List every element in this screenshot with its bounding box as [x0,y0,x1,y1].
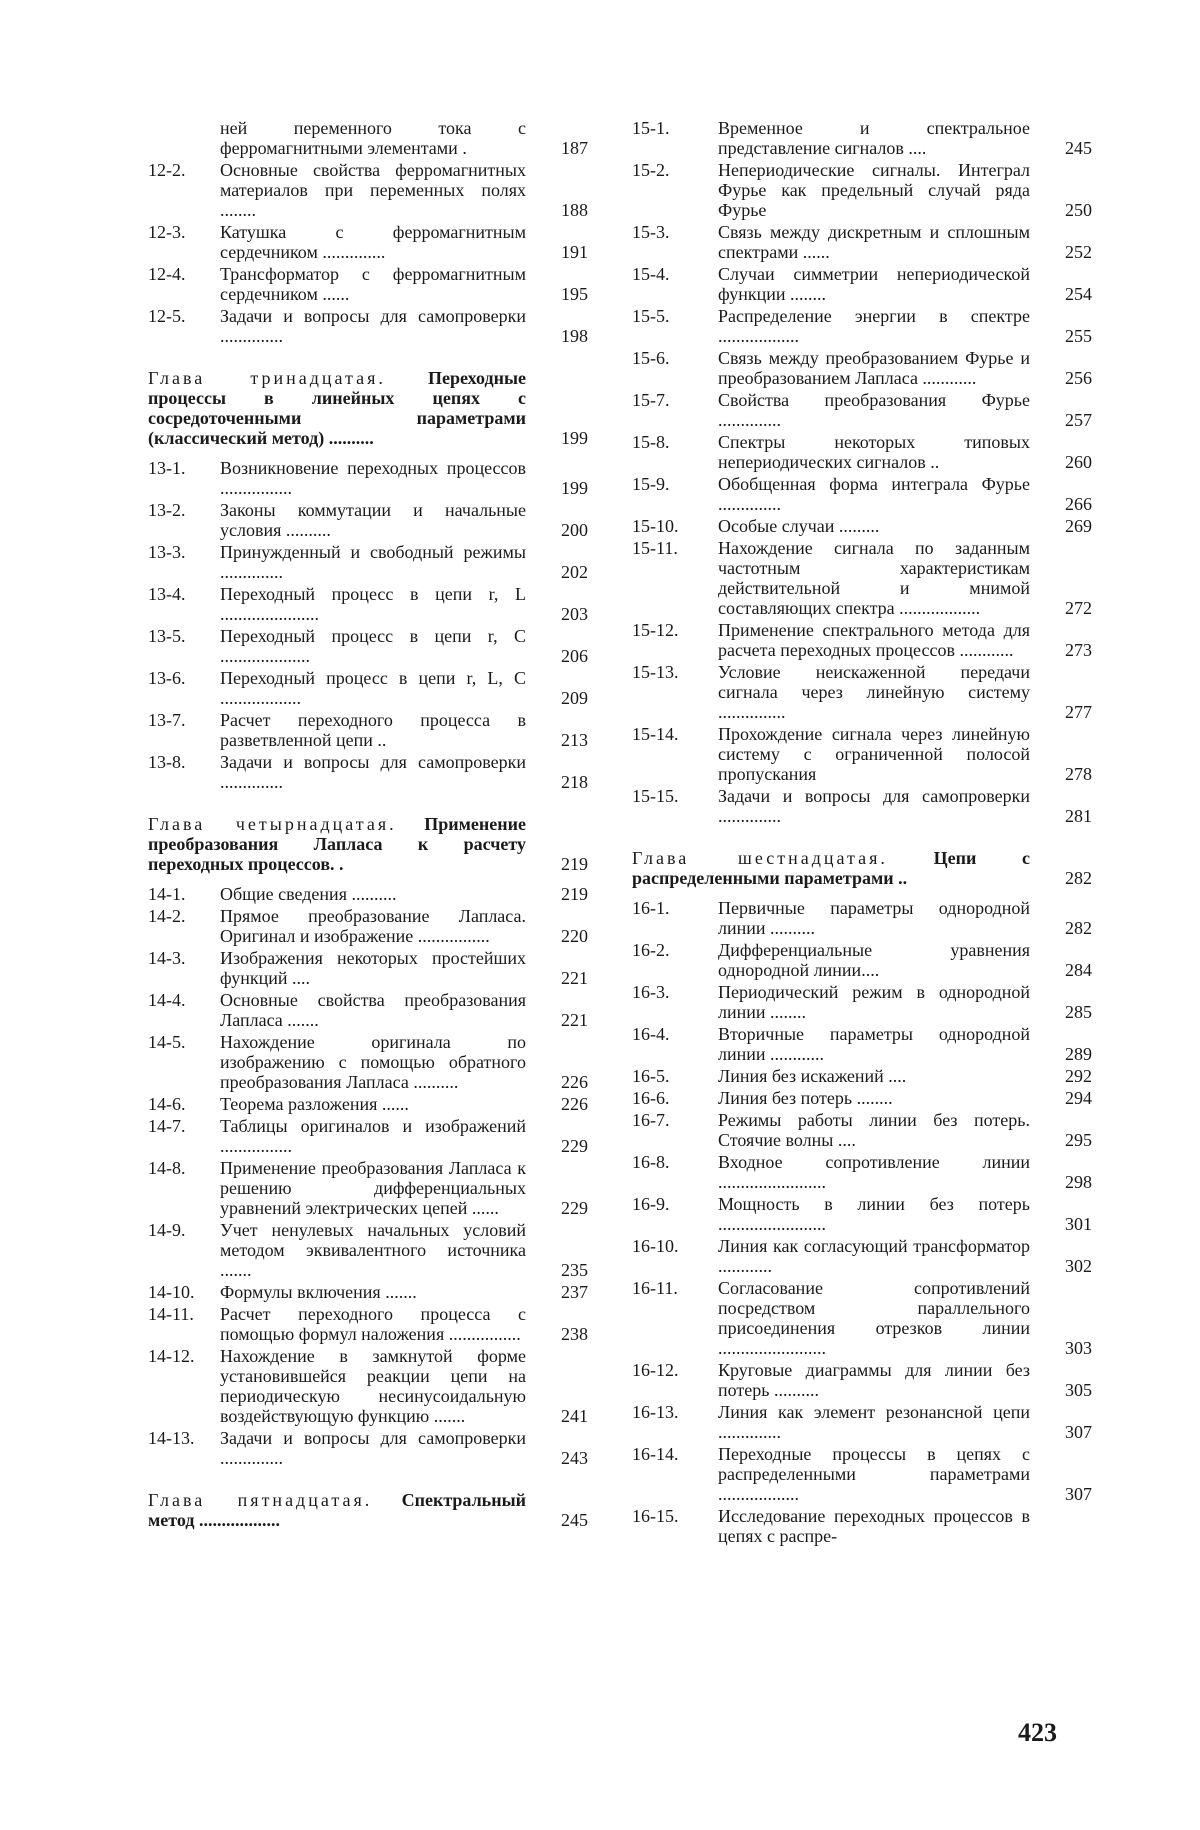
section-page: 237 [561,1282,588,1302]
section-page: 294 [1065,1088,1092,1108]
section-title: Расчет переходного процесса с помощью формул наложения ................ [220,1304,526,1344]
section-number: 13-1. [148,458,186,478]
section-title: Входное сопротивление линии ........................ [718,1152,1030,1192]
toc-entry [632,1194,1092,1234]
toc-entry [632,348,1092,388]
section-title: Задачи и вопросы для самопроверки .............. [220,1428,526,1468]
section-number: 16-6. [632,1088,670,1108]
section-title: Особые случаи ......... [718,516,880,536]
section-page: 220 [561,926,588,946]
toc-entry [632,1152,1092,1192]
section-title: Прямое преобразование Лапласа. Оригинал и изображение ................ [220,906,526,946]
section-title: Периодический режим в однородной линии ........ [718,982,1030,1022]
section-number: 14-2. [148,906,186,926]
toc-entry [148,626,588,666]
section-page: 303 [1065,1338,1092,1358]
section-page: 203 [561,604,588,624]
section-number: 15-13. [632,662,679,682]
section-number: 15-4. [632,264,670,284]
section-page: 305 [1065,1380,1092,1400]
section-page: 284 [1065,960,1092,980]
section-title: Спектры некоторых типовых непериодических сигналов .. [718,432,1030,472]
toc-right-column [632,118,1092,1548]
section-page: 221 [561,968,588,988]
section-number: 16-9. [632,1194,670,1214]
section-number: 13-5. [148,626,186,646]
section-page: 218 [561,772,588,792]
toc-entry [148,458,588,498]
toc-entry [632,1236,1092,1276]
section-title: Круговые диаграммы для линии без потерь .......... [718,1360,1030,1400]
section-page: 200 [561,520,588,540]
chapter-page: 219 [561,854,588,874]
section-title: Трансформатор с ферромагнитным сердечником ...... [220,264,526,304]
section-number: 15-8. [632,432,670,452]
section-title: Первичные параметры однородной линии .......... [718,898,1030,938]
section-number: 15-1. [632,118,670,138]
section-page: 307 [1065,1484,1092,1504]
section-title: Задачи и вопросы для самопроверки .............. [220,752,526,792]
toc-entry [148,1032,588,1092]
section-title: Непериодические сигналы. Интеграл Фурье как предельный случай ряда Фурье [718,160,1030,220]
section-page: 241 [561,1406,588,1426]
toc-entry [148,1428,588,1468]
chapter-page: 282 [1065,868,1092,888]
section-title: Применение спектрального метода для расчета переходных процессов ............ [718,620,1030,660]
toc-entry [148,500,588,540]
section-page: 219 [561,884,588,904]
section-number: 15-2. [632,160,670,180]
section-number: 15-11. [632,538,678,558]
section-number: 13-6. [148,668,186,688]
section-page: 229 [561,1136,588,1156]
section-page: 229 [561,1198,588,1218]
section-page: 255 [1065,326,1092,346]
section-page: 245 [1065,138,1092,158]
section-number: 15-14. [632,724,679,744]
toc-entry [632,940,1092,980]
toc-entry [148,1158,588,1218]
section-page: 199 [561,478,588,498]
section-number: 14-11. [148,1304,194,1324]
section-title: Режимы работы линии без потерь. Стоячие волны .... [718,1110,1030,1150]
section-number: 13-7. [148,710,186,730]
toc-entry [148,222,588,262]
section-page: 238 [561,1324,588,1344]
section-number: 12-2. [148,160,186,180]
toc-entry [148,1304,588,1344]
section-page: 213 [561,730,588,750]
section-title: Случаи симметрии непериодической функции ........ [718,264,1030,304]
section-title: Задачи и вопросы для самопроверки .............. [220,306,526,346]
toc-entry [632,1088,1092,1108]
section-title: Обобщенная форма интеграла Фурье .............. [718,474,1030,514]
section-title: Таблицы оригиналов и изображений ................ [220,1116,526,1156]
section-page: 292 [1065,1066,1092,1086]
toc-entry [148,160,588,220]
toc-entry [632,160,1092,220]
section-title: Дифференциальные уравнения однородной линии.... [718,940,1030,980]
section-page: 260 [1065,452,1092,472]
section-page: 191 [561,242,588,262]
toc-entry [148,542,588,582]
section-page: 278 [1065,764,1092,784]
section-title: ней переменного тока с ферромагнитными элементами . [220,118,526,158]
section-title: Задачи и вопросы для самопроверки .............. [718,786,1030,826]
section-page: 289 [1065,1044,1092,1064]
section-page: 277 [1065,702,1092,722]
section-page: 226 [561,1072,588,1092]
section-title: Согласование сопротивлений посредством параллельного присоединения отрезков линии ........................ [718,1278,1030,1358]
toc-entry [632,538,1092,618]
toc-chapter-heading [632,848,1092,888]
section-page: 307 [1065,1422,1092,1442]
section-page: 235 [561,1260,588,1280]
section-number: 16-11. [632,1278,678,1298]
section-number: 14-13. [148,1428,195,1448]
section-number: 15-9. [632,474,670,494]
section-number: 14-5. [148,1032,186,1052]
section-page: 298 [1065,1172,1092,1192]
toc-entry [148,306,588,346]
chapter-page: 199 [561,428,588,448]
section-page: 266 [1065,494,1092,514]
toc-entry [148,1116,588,1156]
section-title: Нахождение сигнала по заданным частотным характеристикам действительной и мнимой составляющих спектра .................. [718,538,1030,618]
section-number: 15-7. [632,390,670,410]
section-title: Линия как элемент резонансной цепи .............. [718,1402,1030,1442]
section-title: Связь между преобразованием Фурье и преобразованием Лапласа ............ [718,348,1030,388]
section-number: 13-4. [148,584,186,604]
toc-chapter-heading [148,814,588,874]
section-title: Прохождение сигнала через линейную систему с ограниченной полосой пропускания [718,724,1030,784]
toc-entry [148,118,588,158]
toc-entry [632,1360,1092,1400]
section-page: 301 [1065,1214,1092,1234]
section-title: Переходный процесс в цепи r, C .................... [220,626,526,666]
section-page: 243 [561,1448,588,1468]
toc-entry [632,432,1092,472]
section-page: 206 [561,646,588,666]
chapter-page: 245 [561,1510,588,1530]
section-title: Основные свойства преобразования Лапласа ....... [220,990,526,1030]
section-title: Переходный процесс в цепи r, L, C .................. [220,668,526,708]
section-title: Формулы включения ....... [220,1282,417,1302]
section-number: 16-4. [632,1024,670,1044]
toc-entry [148,1346,588,1426]
section-number: 16-3. [632,982,670,1002]
section-number: 15-15. [632,786,679,806]
chapter-prefix: Глава четырнадцатая. [148,814,397,834]
section-title: Линия без потерь ........ [718,1088,893,1108]
toc-entry [148,264,588,304]
section-page: 273 [1065,640,1092,660]
section-title: Нахождение в замкнутой форме установившейся реакции цепи на периодическую несинусоидальную воздействующую функцию ....... [220,1346,526,1426]
toc-entry [632,264,1092,304]
section-number: 16-8. [632,1152,670,1172]
section-number: 13-2. [148,500,186,520]
section-number: 14-4. [148,990,186,1010]
toc-entry [148,948,588,988]
section-page: 250 [1065,200,1092,220]
toc-entry [632,1066,1092,1086]
toc-entry [632,1278,1092,1358]
toc-entry [632,662,1092,722]
section-page: 285 [1065,1002,1092,1022]
section-page: 187 [561,138,588,158]
section-page: 282 [1065,918,1092,938]
toc-entry [148,1282,588,1302]
toc-entry [148,584,588,624]
section-number: 14-6. [148,1094,186,1114]
section-number: 16-5. [632,1066,670,1086]
chapter-prefix: Глава тринадцатая. [148,368,386,388]
section-title: Возникновение переходных процессов ................ [220,458,526,498]
toc-entry [632,1110,1092,1150]
section-page: 269 [1065,516,1092,536]
section-number: 12-3. [148,222,186,242]
section-number: 13-3. [148,542,186,562]
section-title: Общие сведения .......... [220,884,397,904]
section-page: 281 [1065,806,1092,826]
chapter-title: Переходные процессы в линейных цепях с сосредоточенными параметрами (классический метод) .......... [148,368,526,448]
toc-entry [632,390,1092,430]
section-number: 14-9. [148,1220,186,1240]
section-title: Расчет переходного процесса в разветвленной цепи .. [220,710,526,750]
section-title: Применение преобразования Лапласа к решению дифференциальных уравнений электрических цепей ...... [220,1158,526,1218]
toc-entry [148,1220,588,1280]
chapter-prefix: Глава пятнадцатая. [148,1490,373,1510]
section-number: 16-10. [632,1236,679,1256]
section-title: Законы коммутации и начальные условия .......... [220,500,526,540]
section-page: 221 [561,1010,588,1030]
section-number: 14-1. [148,884,186,904]
toc-entry [632,724,1092,784]
section-number: 16-13. [632,1402,679,1422]
toc-entry [148,710,588,750]
section-title: Основные свойства ферромагнитных материалов при переменных полях ........ [220,160,526,220]
chapter-title: Цепи с распределенными параметрами .. [632,848,1030,888]
section-title: Переходный процесс в цепи r, L ...................... [220,584,526,624]
toc-entry [632,620,1092,660]
section-title: Исследование переходных процессов в цепях с распре- [718,1506,1030,1546]
section-number: 14-8. [148,1158,186,1178]
toc-entry [148,668,588,708]
section-number: 15-5. [632,306,670,326]
toc-entry [632,222,1092,262]
toc-entry [632,1024,1092,1064]
section-page: 226 [561,1094,588,1114]
section-number: 15-3. [632,222,670,242]
section-number: 14-12. [148,1346,195,1366]
toc-entry [632,1402,1092,1442]
section-page: 272 [1065,598,1092,618]
section-title: Линия без искажений .... [718,1066,907,1086]
toc-left-column [148,118,588,1540]
section-number: 13-8. [148,752,186,772]
chapter-title: Спектральный метод .................. [148,1490,526,1530]
section-title: Временное и спектральное представление сигналов .... [718,118,1030,158]
section-page: 195 [561,284,588,304]
section-page: 254 [1065,284,1092,304]
section-page: 252 [1065,242,1092,262]
section-title: Распределение энергии в спектре .................. [718,306,1030,346]
toc-entry [632,516,1092,536]
section-title: Изображения некоторых простейших функций .... [220,948,526,988]
section-page: 202 [561,562,588,582]
toc-entry [632,474,1092,514]
section-page: 302 [1065,1256,1092,1276]
section-number: 12-5. [148,306,186,326]
section-number: 14-10. [148,1282,195,1302]
toc-entry [148,1094,588,1114]
section-title: Вторичные параметры однородной линии ............ [718,1024,1030,1064]
section-page: 209 [561,688,588,708]
section-title: Учет ненулевых начальных условий методом эквивалентного источника ....... [220,1220,526,1280]
section-number: 12-4. [148,264,186,284]
toc-entry [148,884,588,904]
section-number: 16-1. [632,898,670,918]
section-title: Условие неискаженной передачи сигнала через линейную систему ............... [718,662,1030,722]
section-number: 14-7. [148,1116,186,1136]
page-number: 423 [1018,1718,1057,1747]
section-number: 16-12. [632,1360,679,1380]
section-number: 16-7. [632,1110,670,1130]
section-number: 15-6. [632,348,670,368]
section-title: Свойства преобразования Фурье .............. [718,390,1030,430]
section-page: 198 [561,326,588,346]
section-title: Принужденный и свободный режимы .............. [220,542,526,582]
toc-entry [632,306,1092,346]
toc-chapter-heading [148,368,588,448]
section-number: 16-15. [632,1506,679,1526]
section-number: 14-3. [148,948,186,968]
section-title: Связь между дискретным и сплошным спектрами ...... [718,222,1030,262]
toc-entry [148,990,588,1030]
section-title: Линия как согласующий трансформатор ............ [718,1236,1030,1276]
toc-entry [148,906,588,946]
section-title: Катушка с ферромагнитным сердечником .............. [220,222,526,262]
section-title: Мощность в линии без потерь ........................ [718,1194,1030,1234]
toc-entry [632,1444,1092,1504]
section-page: 257 [1065,410,1092,430]
section-title: Нахождение оригинала по изображению с помощью обратного преобразования Лапласа .......... [220,1032,526,1092]
toc-entry [632,118,1092,158]
section-title: Теорема разложения ...... [220,1094,409,1114]
section-page: 295 [1065,1130,1092,1150]
chapter-prefix: Глава шестнадцатая. [632,848,888,868]
section-number: 16-2. [632,940,670,960]
toc-entry [148,752,588,792]
section-number: 15-10. [632,516,679,536]
toc-entry [632,786,1092,826]
toc-entry [632,982,1092,1022]
section-number: 16-14. [632,1444,679,1464]
chapter-title: Применение преобразования Лапласа к расчету переходных процессов. . [148,814,526,874]
section-number: 15-12. [632,620,679,640]
toc-chapter-heading [148,1490,588,1530]
toc-entry [632,1506,1092,1546]
toc-entry [632,898,1092,938]
section-page: 188 [561,200,588,220]
section-title: Переходные процессы в цепях с распределенными параметрами .................. [718,1444,1030,1504]
section-page: 256 [1065,368,1092,388]
